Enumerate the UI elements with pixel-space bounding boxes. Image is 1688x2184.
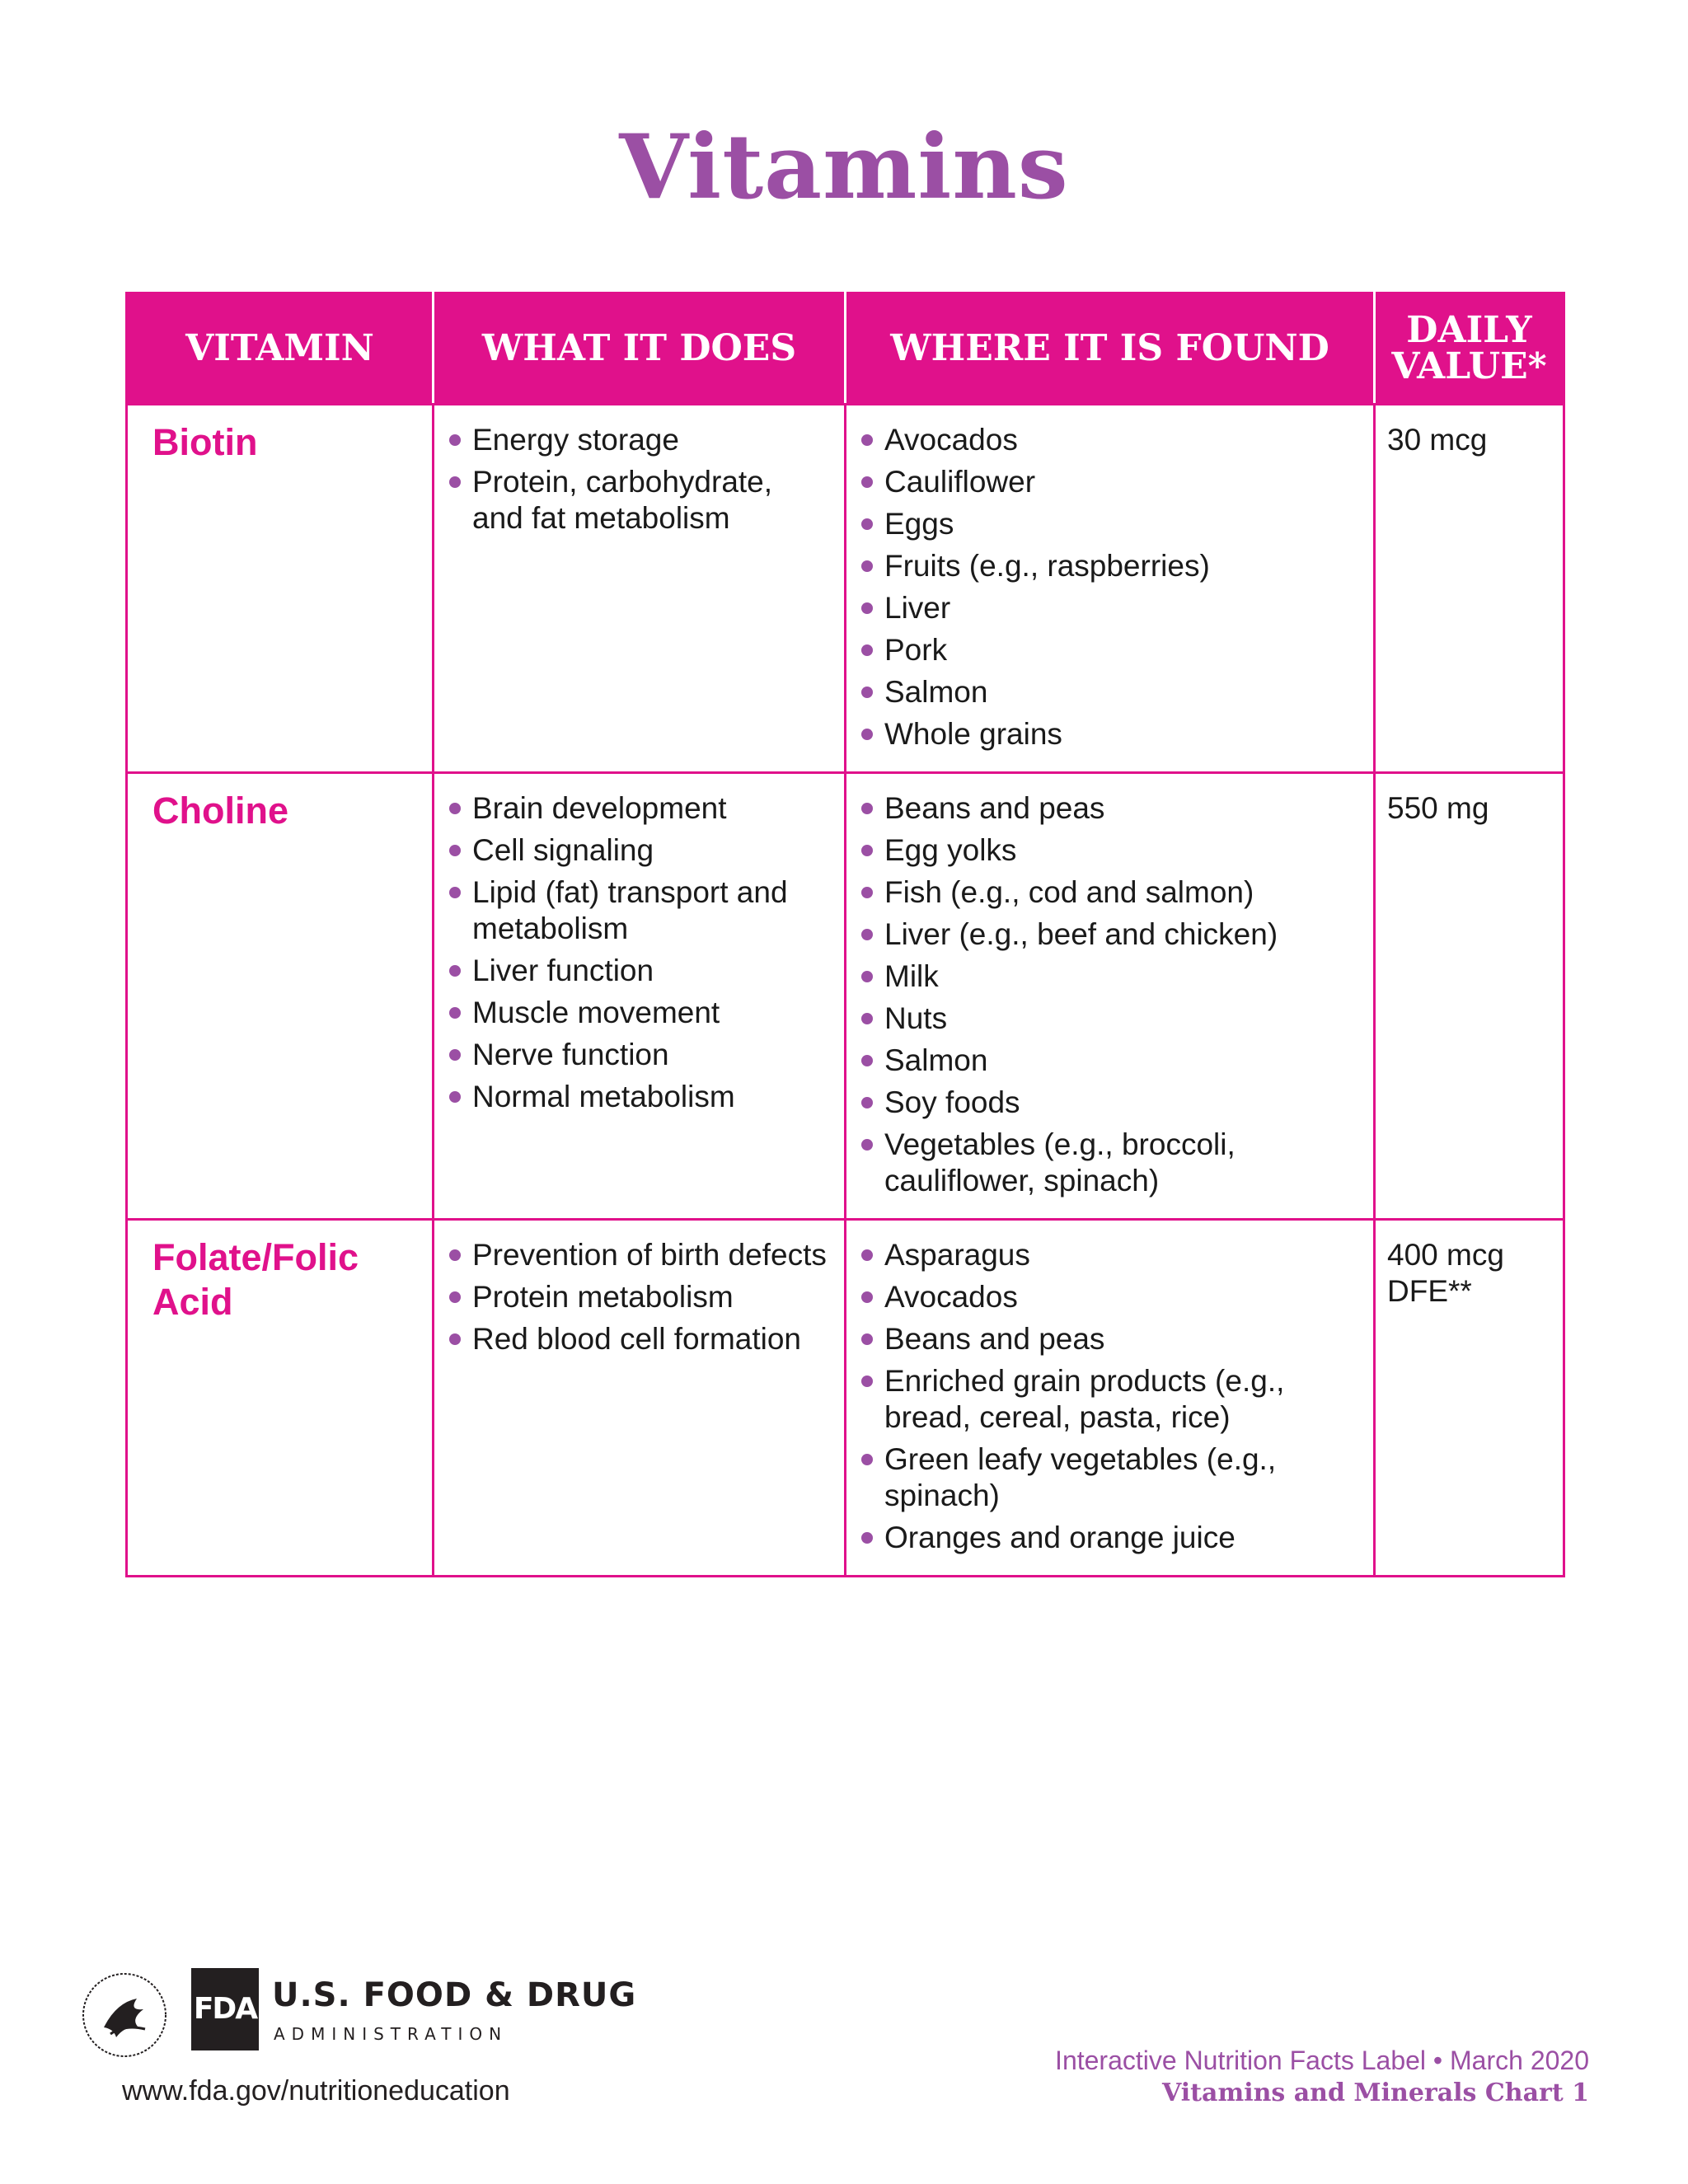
bullet-icon <box>861 1097 873 1108</box>
bullet-icon <box>861 1291 873 1303</box>
table-row <box>127 405 1564 773</box>
food-source-list <box>858 1237 1358 1556</box>
list-item-text: Milk <box>884 959 939 993</box>
bullet-icon <box>861 1376 873 1387</box>
list-item <box>858 464 1358 500</box>
vitamin-name: Folate/Folic Acid <box>127 1220 434 1577</box>
bullet-icon <box>861 845 873 856</box>
table-row <box>127 773 1564 1220</box>
list-item <box>858 506 1358 542</box>
table-body <box>127 405 1564 1577</box>
fda-agency-subtitle: ADMINISTRATION <box>274 2024 509 2044</box>
list-item-text: Fish (e.g., cod and salmon) <box>884 875 1254 909</box>
bullet-icon <box>449 1007 461 1019</box>
list-item <box>858 422 1358 458</box>
list-item-text: Brain development <box>472 791 727 825</box>
bullet-icon <box>861 1454 873 1465</box>
column-header-vitamin: VITAMIN <box>127 293 434 405</box>
list-item-text: Nerve function <box>472 1038 669 1071</box>
list-item <box>858 674 1358 710</box>
list-item-text: Protein, carbohydrate, and fat metabolism <box>472 465 773 535</box>
daily-value-cell: 550 mg <box>1375 773 1564 1220</box>
bullet-icon <box>861 602 873 614</box>
list-item <box>858 1237 1358 1273</box>
bullet-icon <box>449 434 461 446</box>
what-it-does-cell <box>434 405 846 773</box>
food-source-list <box>858 790 1358 1199</box>
list-item <box>858 590 1358 626</box>
list-item-text: Soy foods <box>884 1085 1020 1119</box>
where-found-cell <box>846 773 1375 1220</box>
list-item-text: Beans and peas <box>884 1322 1105 1356</box>
bullet-icon <box>861 1055 873 1066</box>
list-item-text: Beans and peas <box>884 791 1105 825</box>
list-item <box>858 1520 1358 1556</box>
bullet-icon <box>449 1091 461 1103</box>
fda-agency-name: U.S. FOOD & DRUG <box>272 1976 637 2014</box>
list-item-text: Cauliflower <box>884 465 1036 499</box>
list-item <box>858 1043 1358 1079</box>
list-item-text: Muscle movement <box>472 996 720 1029</box>
list-item <box>446 464 829 537</box>
hhs-seal-logo <box>79 1970 170 2060</box>
bullet-icon <box>861 1013 873 1024</box>
list-item-text: Avocados <box>884 423 1018 457</box>
list-item-text: Nuts <box>884 1001 948 1035</box>
bullet-icon <box>861 929 873 940</box>
bullet-icon <box>449 803 461 814</box>
bullet-icon <box>861 1139 873 1151</box>
bullet-icon <box>861 1532 873 1544</box>
list-item <box>858 632 1358 668</box>
list-item <box>858 790 1358 827</box>
list-item-text: Asparagus <box>884 1238 1030 1272</box>
list-item <box>858 1321 1358 1357</box>
page-title: Vitamins <box>619 115 1069 219</box>
list-item <box>858 1363 1358 1436</box>
list-item <box>446 1079 829 1115</box>
list-item-text: Liver <box>884 591 951 625</box>
bullet-icon <box>861 476 873 488</box>
bullet-icon <box>861 560 873 572</box>
table-header-row <box>127 293 1564 405</box>
list-item <box>446 1279 829 1315</box>
where-found-cell <box>846 405 1375 773</box>
function-list <box>446 790 829 1115</box>
list-item <box>446 1321 829 1357</box>
bullet-icon <box>449 845 461 856</box>
list-item <box>446 995 829 1031</box>
bullet-icon <box>449 1333 461 1345</box>
bullet-icon <box>861 1249 873 1261</box>
vitamin-name: Choline <box>127 773 434 1220</box>
footer-url[interactable]: www.fda.gov/nutritioneducation <box>122 2075 510 2107</box>
food-source-list <box>858 422 1358 752</box>
list-item-text: Avocados <box>884 1280 1018 1314</box>
bullet-icon <box>449 965 461 977</box>
list-item <box>858 1001 1358 1037</box>
bullet-icon <box>861 971 873 982</box>
list-item <box>446 1237 829 1273</box>
list-item <box>858 716 1358 752</box>
function-list <box>446 422 829 537</box>
list-item-text: Eggs <box>884 507 954 541</box>
list-item-text: Green leafy vegetables (e.g., spinach) <box>884 1442 1277 1512</box>
list-item-text: Energy storage <box>472 423 679 457</box>
bullet-icon <box>861 644 873 656</box>
what-it-does-cell <box>434 1220 846 1577</box>
where-found-cell <box>846 1220 1375 1577</box>
list-item <box>446 790 829 827</box>
list-item-text: Cell signaling <box>472 833 654 867</box>
vitamins-table <box>125 292 1565 1577</box>
bullet-icon <box>861 687 873 698</box>
list-item-text: Pork <box>884 633 948 667</box>
column-header-what-it-does: WHAT IT DOES <box>434 293 846 405</box>
list-item <box>858 1279 1358 1315</box>
list-item <box>446 1037 829 1073</box>
daily-value-cell: 30 mcg <box>1375 405 1564 773</box>
list-item <box>446 832 829 869</box>
list-item-text: Salmon <box>884 1043 988 1077</box>
list-item <box>446 953 829 989</box>
what-it-does-cell <box>434 773 846 1220</box>
list-item <box>858 916 1358 953</box>
bullet-icon <box>861 434 873 446</box>
function-list <box>446 1237 829 1357</box>
list-item-text: Liver (e.g., beef and chicken) <box>884 917 1278 951</box>
list-item <box>858 832 1358 869</box>
footer-chart-title: Vitamins and Minerals Chart 1 <box>1162 2079 1589 2107</box>
vitamin-name: Biotin <box>127 405 434 773</box>
list-item <box>858 1441 1358 1514</box>
list-item-text: Prevention of birth defects <box>472 1238 827 1272</box>
list-item <box>446 422 829 458</box>
footer-credit-line: Interactive Nutrition Facts Label • March 2020 <box>1055 2046 1589 2075</box>
list-item-text: Protein metabolism <box>472 1280 734 1314</box>
list-item <box>858 1127 1358 1199</box>
fda-logo-mark: FDA <box>191 1968 259 2050</box>
daily-value-cell: 400 mcg DFE** <box>1375 1220 1564 1577</box>
list-item-text: Normal metabolism <box>472 1080 735 1113</box>
list-item-text: Egg yolks <box>884 833 1017 867</box>
bullet-icon <box>449 1291 461 1303</box>
list-item <box>858 548 1358 584</box>
list-item <box>858 1085 1358 1121</box>
list-item-text: Fruits (e.g., raspberries) <box>884 549 1210 583</box>
list-item-text: Vegetables (e.g., broccoli, cauliflower, spinach) <box>884 1127 1236 1197</box>
bullet-icon <box>449 887 461 898</box>
column-header-daily-value: DAILY VALUE* <box>1375 293 1564 405</box>
list-item-text: Oranges and orange juice <box>884 1521 1236 1554</box>
bullet-icon <box>861 729 873 740</box>
list-item <box>858 874 1358 911</box>
list-item-text: Enriched grain products (e.g., bread, cereal, pasta, rice) <box>884 1364 1285 1434</box>
list-item-text: Whole grains <box>884 717 1062 751</box>
list-item-text: Salmon <box>884 675 988 709</box>
column-header-where-found: WHERE IT IS FOUND <box>846 293 1375 405</box>
bullet-icon <box>449 1249 461 1261</box>
list-item <box>446 874 829 947</box>
bullet-icon <box>861 1333 873 1345</box>
list-item-text: Red blood cell formation <box>472 1322 801 1356</box>
list-item-text: Liver function <box>472 954 654 987</box>
bullet-icon <box>861 887 873 898</box>
bullet-icon <box>449 476 461 488</box>
list-item-text: Lipid (fat) transport and metabolism <box>472 875 788 945</box>
table-row <box>127 1220 1564 1577</box>
bullet-icon <box>861 518 873 530</box>
bullet-icon <box>861 803 873 814</box>
list-item <box>858 958 1358 995</box>
bullet-icon <box>449 1049 461 1061</box>
